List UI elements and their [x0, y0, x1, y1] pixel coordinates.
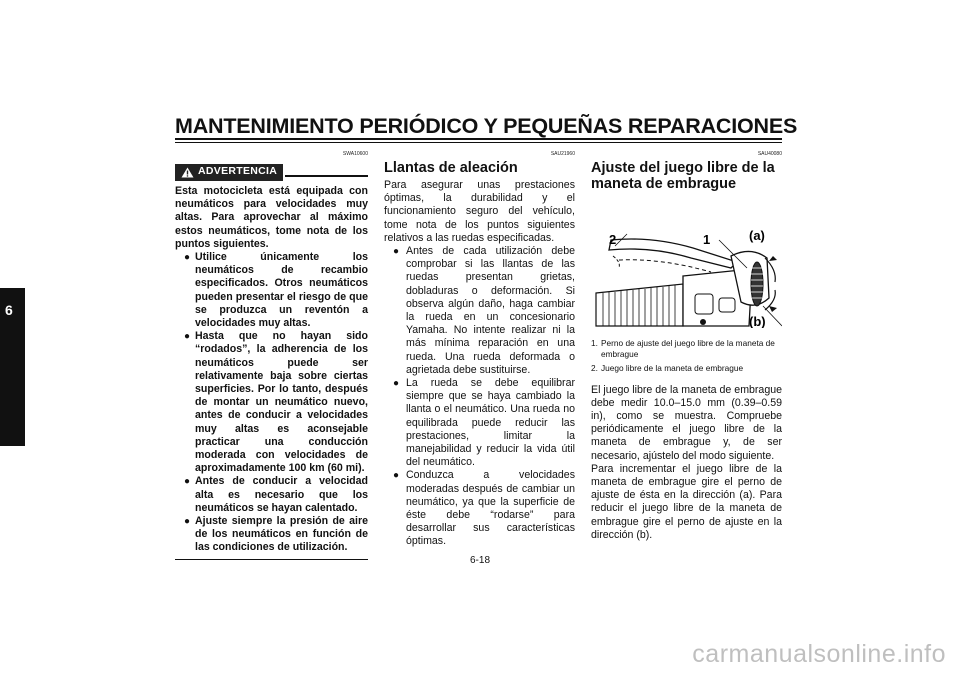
alloy-wheels-column [384, 150, 575, 549]
warning-intro: Esta motocicleta está equipada con neumáticos para velocidades muy altas. Para aprovechar al máximo estos neumáticos, tome nota de los puntos siguientes. [175, 185, 368, 250]
figure-caption [591, 338, 782, 374]
caption-item [591, 338, 782, 359]
bullet-icon: ● [393, 470, 400, 482]
clutch-column [591, 150, 782, 542]
list-item-text: La rueda se debe equilibrar siempre que se haya cambiado la llanta o el neumático. Una rueda no equilibrada puede reducir las prestaciones, limitar la manejabilidad y reducir la vida útil del neumático. [406, 377, 575, 469]
clutch-lever-figure [591, 198, 782, 328]
warning-code: SWA10600 [342, 151, 368, 157]
list-item [384, 377, 575, 469]
figure-label-a: (a) [749, 228, 765, 243]
watermark: carmanualsonline.info [692, 640, 946, 668]
warning-bullet-text: Antes de conducir a velocidad alta es necesario que los neumáticos se hayan calentado. [195, 475, 368, 514]
figure-label-1: 1 [703, 232, 711, 247]
header-rule [175, 138, 782, 140]
list-item-text: Antes de cada utilización debe comprobar si las llantas de las ruedas presentan grietas, dobladuras o deformación. Si observa algún daño, haga cambiar la rueda en un concesionario Yamaha. No intente realizar ni la más mínima reparación en una rueda. Una rueda deformada o agrietada debe sustituirse. [406, 245, 575, 376]
bullet-icon: ● [184, 331, 191, 343]
warning-bullet [175, 330, 368, 475]
page-title: MANTENIMIENTO PERIÓDICO Y PEQUEÑAS REPARACIONES [175, 114, 798, 138]
header-rule-thin [175, 142, 782, 143]
warning-label: ADVERTENCIA [198, 165, 278, 178]
clutch-lever-illustration [591, 198, 782, 328]
list-item [384, 469, 575, 548]
section-code: SAU40080 [757, 151, 782, 157]
warning-bullet-text: Ajuste siempre la presión de aire de los neumáticos en función de las condiciones de utilización. [195, 515, 368, 554]
bullet-icon: ● [184, 516, 191, 528]
chapter-number: 6 [5, 302, 13, 318]
section-title: Ajuste del juego libre de la maneta de embrague [591, 160, 775, 192]
section-title: Llantas de aleación [384, 160, 518, 176]
warning-header-line [285, 175, 368, 177]
page-number: 6-18 [469, 555, 490, 566]
caption-number: 1. [591, 338, 598, 348]
caption-text: Juego libre de la maneta de embrague [601, 363, 744, 373]
list-item [384, 245, 575, 377]
warning-bullet-text: Utilice únicamente los neumáticos de recambio especificados. Otros neumáticos pueden presentar el riesgo de que se produzca un reventón a velocidades muy altas. [195, 251, 368, 330]
chapter-tab [0, 288, 25, 446]
section-code: SAU21960 [550, 151, 575, 157]
warning-bullet-text: Hasta que no hayan sido “rodados”, la adherencia de los neumáticos puede ser relativamente baja sobre ciertas superficies. Por lo tanto, después de montar un neumático nuevo, antes de conducir a velocidades muy altas es aconsejable practicar una conducción moderada con velocidades de aproximadamente 100 km (60 mi). [195, 330, 368, 475]
warning-column [175, 150, 368, 560]
clutch-paragraph-1: El juego libre de la maneta de embrague debe medir 10.0–15.0 mm (0.39–0.59 in), como se muestra. Compruebe periódicamente el juego libre de la maneta de embrague y, de ser necesario, ajústelo del modo siguiente. [591, 383, 782, 462]
bullet-icon: ● [184, 476, 191, 488]
warning-bullet [175, 475, 368, 515]
caption-text: Perno de ajuste del juego libre de la maneta de embrague [601, 338, 775, 359]
warning-header [175, 162, 368, 182]
warning-bullet [175, 515, 368, 555]
warning-triangle-icon [181, 167, 194, 178]
figure-label-b: (b) [749, 314, 766, 328]
clutch-paragraph-2: Para incrementar el juego libre de la maneta de embrague gire el perno de ajuste de ésta en la dirección (a). Para reducir el juego libre de la maneta de embrague gire el perno de ajuste en la dirección (b). [591, 462, 782, 541]
caption-item [591, 363, 782, 374]
bullet-icon: ● [184, 252, 191, 264]
figure-label-2: 2 [609, 232, 617, 247]
section-intro: Para asegurar unas prestaciones óptimas, la durabilidad y el funcionamiento seguro del vehículo, tome nota de los puntos siguientes relativos a las ruedas especificadas. [384, 179, 575, 244]
warning-badge [175, 164, 283, 181]
bullet-icon: ● [393, 378, 400, 390]
caption-number: 2. [591, 363, 598, 373]
warning-bullet [175, 251, 368, 330]
bullet-icon: ● [393, 246, 400, 258]
list-item-text: Conduzca a velocidades moderadas después de cambiar un neumático, ya que la superficie de éste debe “rodarse” para desarrollar sus características óptimas. [406, 469, 575, 548]
